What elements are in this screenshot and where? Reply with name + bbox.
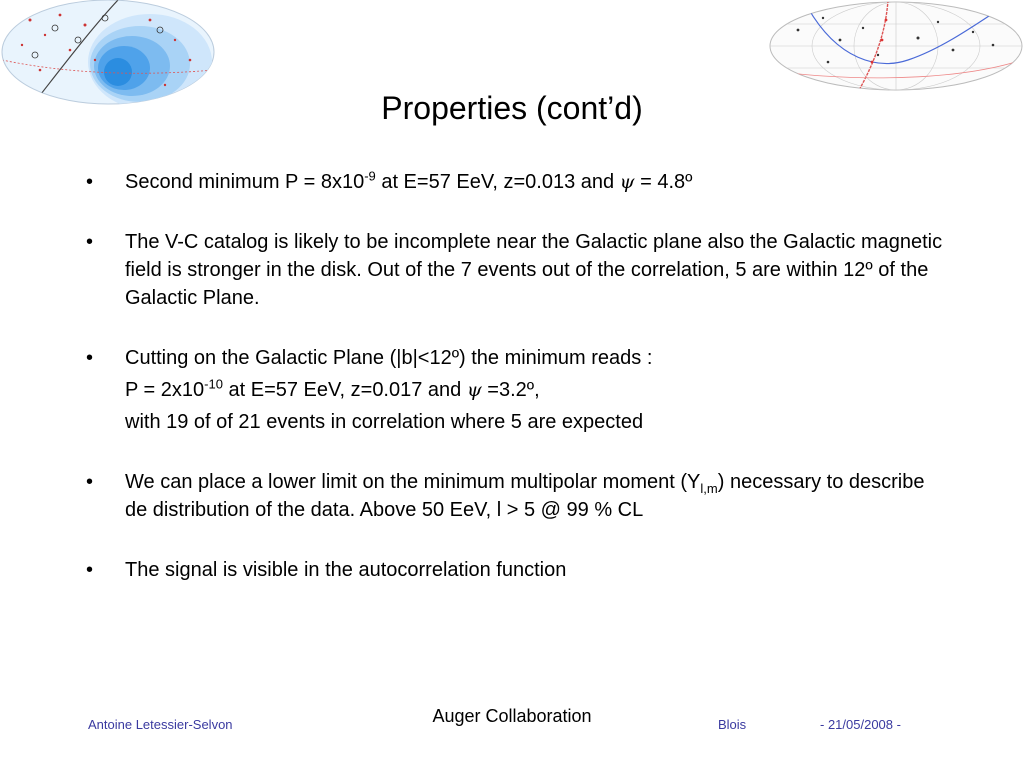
- bullet-text: Second minimum P = 8x10: [125, 171, 365, 193]
- bullet-text: The V-C catalog is likely to be incomplete near the Galactic plane also the Galactic magnetic field is stronger in the disk. Out of the 7 events out of the correlation, 5 are within 12º of the Galactic Plane.: [125, 231, 943, 309]
- slide-title: Properties (cont’d): [381, 90, 643, 126]
- bullet-marker: •: [86, 231, 94, 253]
- psi-symbol: ψ: [466, 379, 482, 401]
- bullet-text: ) necessary to describe de distribution of the data. Above 50 EeV, l > 5 @ 99 % CL: [125, 471, 925, 521]
- sky-map-right-image: [768, 0, 1024, 92]
- bullet-text: P = 2x10: [125, 379, 205, 401]
- bullet-list: [86, 168, 946, 584]
- bullet-text: We can place a lower limit on the minimum multipolar moment (Y: [125, 471, 701, 493]
- footer-collaboration: Auger Collaboration: [432, 706, 592, 726]
- exponent: -10: [204, 376, 223, 392]
- bullet-autocorrelation: [86, 556, 946, 584]
- subscript: l,m: [700, 481, 718, 496]
- bullet-text: = 4.8º: [634, 171, 693, 193]
- bullet-text: The signal is visible in the autocorrelation function: [125, 559, 567, 581]
- bullet-vc-catalog: [86, 228, 946, 312]
- footer-author: Antoine Letessier-Selvon: [88, 717, 233, 732]
- bullet-galactic-cut: [86, 344, 946, 436]
- exponent: -9: [364, 168, 376, 184]
- footer-date: - 21/05/2008 -: [820, 717, 901, 732]
- bullet-marker: •: [86, 559, 94, 581]
- bullet-marker: •: [86, 347, 94, 369]
- bullet-marker: •: [86, 471, 94, 493]
- bullet-text: Cutting on the Galactic Plane (|b|<12º) the minimum reads :: [125, 347, 653, 369]
- bullet-subline: [125, 376, 946, 404]
- psi-symbol: ψ: [619, 171, 635, 193]
- bullet-text: at E=57 EeV, z=0.013 and: [375, 171, 620, 193]
- bullet-text: =3.2º,: [481, 379, 540, 401]
- bullet-marker: •: [86, 171, 94, 193]
- bullet-subline: with 19 of of 21 events in correlation where 5 are expected: [125, 411, 644, 433]
- bullet-second-minimum: [86, 168, 946, 196]
- bullet-multipolar-limit: [86, 468, 946, 524]
- bullet-text: at E=57 EeV, z=0.017 and: [222, 379, 467, 401]
- footer-location: Blois: [718, 717, 747, 732]
